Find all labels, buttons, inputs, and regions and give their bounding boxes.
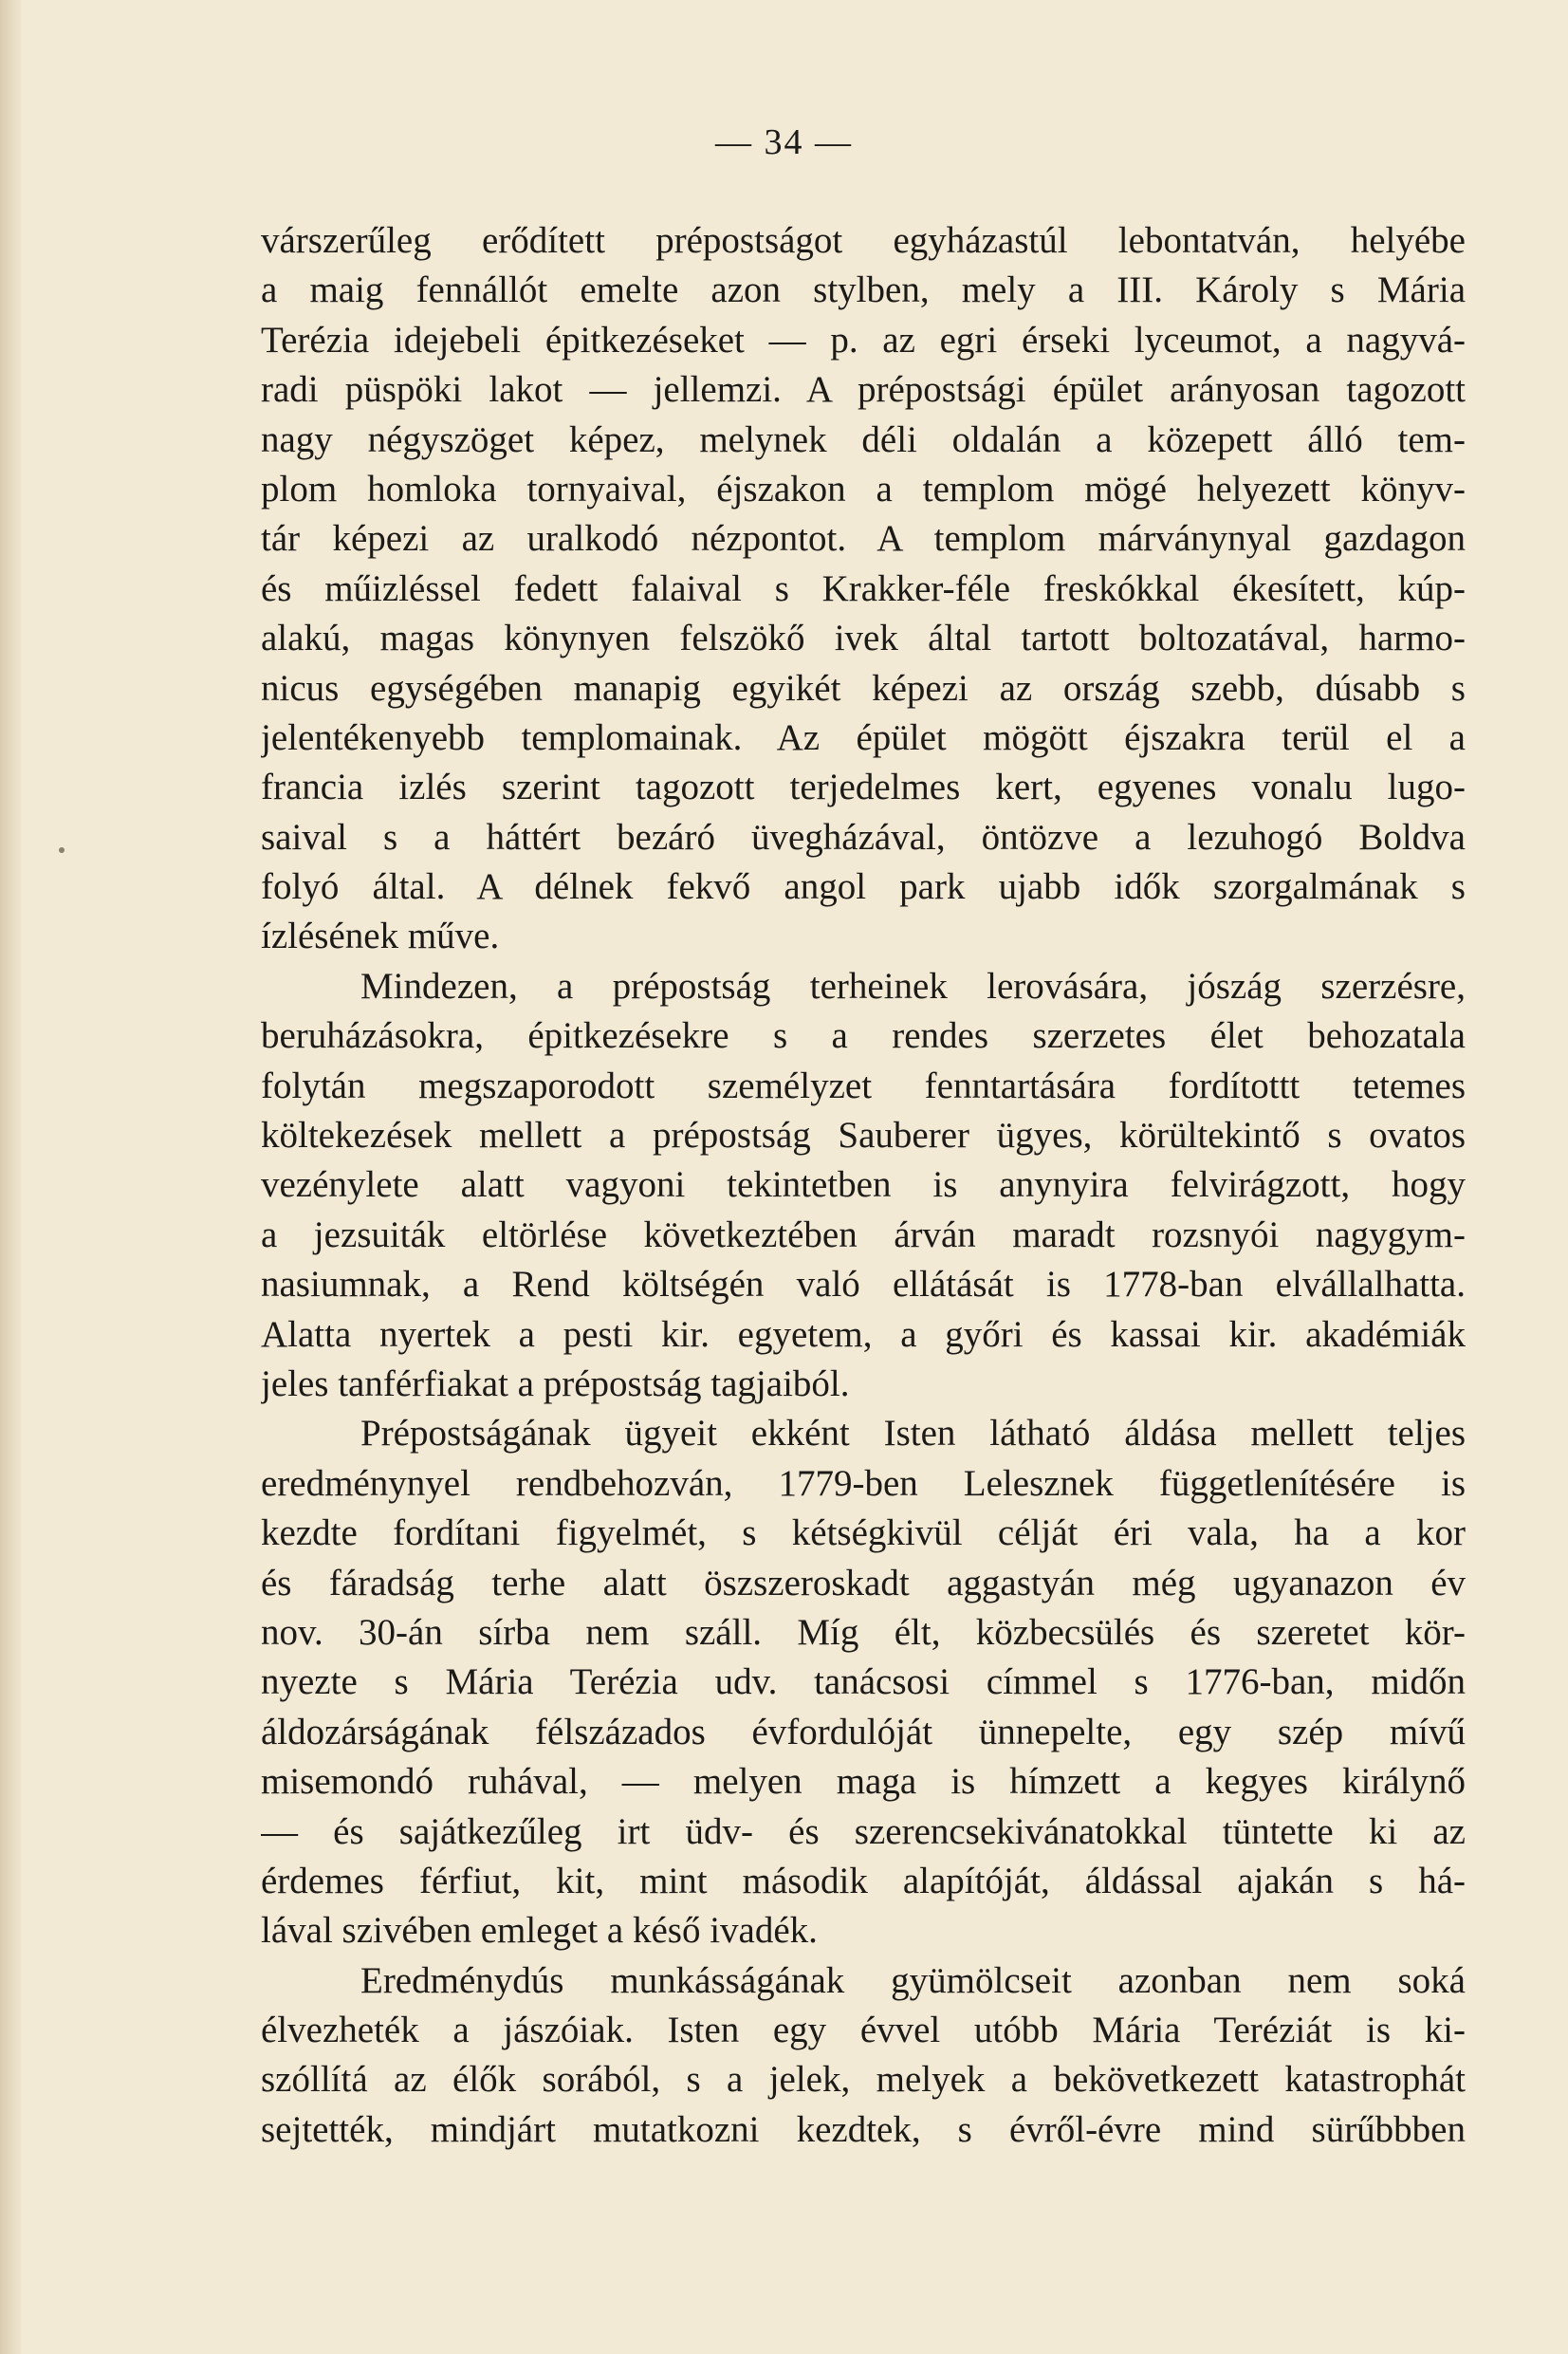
text-line: folyó által. A délnek fekvő angol park ujabb idők szorgalmának s [261, 866, 1466, 908]
text-line: érdemes férfiut, kit, mint második alapítóját, áldással ajakán s há- [261, 1860, 1466, 1901]
text-line: kezdte fordítani figyelmét, s kétségkivül célját éri vala, ha a kor [261, 1512, 1466, 1554]
text-line: saival s a háttért bezáró üvegházával, öntözve a lezuhogó Boldva [261, 816, 1466, 858]
text-line: Eredménydús munkásságának gyümölcseit azonban nem soká [360, 1959, 1466, 2001]
text-line: a maig fennállót emelte azon stylben, mely a III. Károly s Mária [261, 269, 1466, 311]
text-line: és fáradság terhe alatt öszszeroskadt aggastyán még ugyanazon év [261, 1562, 1466, 1603]
text-line: Terézia idejebeli épitkezéseket — p. az egri érseki lyceumot, a nagyvá- [261, 319, 1466, 361]
text-line: vezénylete alatt vagyoni tekintetben is anynyira felvirágzott, hogy [261, 1164, 1466, 1206]
text-line: Prépostságának ügyeit ekként Isten látható áldása mellett teljes [360, 1413, 1466, 1455]
text-line: nyezte s Mária Terézia udv. tanácsosi címmel s 1776-ban, midőn [261, 1661, 1466, 1703]
text-line: jeles tanférfiakat a prépostság tagjaiból. [261, 1362, 850, 1404]
text-line: folytán megszaporodott személyzet fenntartására fordítottt tetemes [261, 1065, 1466, 1106]
text-line: alakú, magas könynyen felszökő ivek által tartott boltozatával, harmo- [261, 618, 1466, 659]
text-line: plom homloka tornyaival, éjszakon a templom mögé helyezett könyv- [261, 468, 1466, 510]
text-line: — és sajátkezűleg irt üdv- és szerencsekivánatokkal tüntette ki az [261, 1810, 1466, 1852]
text-line: nov. 30-án sírba nem száll. Míg élt, közbecsülés és szeretet kör- [261, 1611, 1466, 1653]
text-line: tár képezi az uralkodó nézpontot. A templom márványnyal gazdagon [261, 518, 1466, 560]
text-line: Mindezen, a prépostság terheinek lerovására, jószág szerzésre, [360, 965, 1466, 1007]
text-line: nagy négyszöget képez, melynek déli oldalán a közepett álló tem- [261, 418, 1466, 460]
margin-speck [59, 847, 65, 853]
text-line: ízlésének műve. [261, 916, 500, 957]
text-line: Alatta nyertek a pesti kir. egyetem, a győri és kassai kir. akadémiák [261, 1313, 1466, 1355]
text-line: sejtették, mindjárt mutatkozni kezdtek, s évről-évre mind sürűbbben [261, 2108, 1466, 2150]
text-line: radi püspöki lakot — jellemzi. A prépostsági épület arányosan tagozott [261, 369, 1466, 411]
text-line: nasiumnak, a Rend költségén való ellátását is 1778-ban elvállalhatta. [261, 1264, 1466, 1306]
text-line: beruházásokra, épitkezésekre s a rendes szerzetes élet behozatala [261, 1015, 1466, 1057]
text-line: francia izlés szerint tagozott terjedelmes kert, egyenes vonalu lugo- [261, 767, 1466, 808]
text-line: lával szivében emleget a késő ivadék. [261, 1910, 818, 1952]
text-line: és műizléssel fedett falaival s Krakker-féle freskókkal ékesített, kúp- [261, 567, 1466, 609]
text-line: költekezések mellett a prépostság Sauberer ügyes, körültekintő s ovatos [261, 1115, 1466, 1157]
text-line: misemondó ruhával, — melyen maga is hímzett a kegyes királynő [261, 1761, 1466, 1803]
text-line: a jezsuiták eltörlése következtében árván maradt rozsnyói nagygym- [261, 1214, 1466, 1255]
page-spine-shadow [0, 0, 21, 2354]
text-line: élvezheték a jászóiak. Isten egy évvel utóbb Mária Teréziát is ki- [261, 2010, 1466, 2051]
text-line: várszerűleg erődített prépostságot egyházastúl lebontatván, helyébe [261, 220, 1466, 261]
text-line: szóllítá az élők sorából, s a jelek, melyek a bekövetkezett katastrophát [261, 2059, 1466, 2101]
body-text [261, 216, 1466, 2155]
text-line: jelentékenyebb templomainak. Az épület mögött éjszakra terül el a [261, 716, 1466, 758]
text-line: áldozárságának félszázados évfordulóját ünnepelte, egy szép mívű [261, 1711, 1466, 1752]
text-line: eredménynyel rendbehozván, 1779-ben Lelesznek függetlenítésére is [261, 1462, 1466, 1504]
page-number: — 34 — [715, 122, 853, 162]
text-line: nicus egységében manapig egyikét képezi az ország szebb, dúsabb s [261, 667, 1466, 709]
